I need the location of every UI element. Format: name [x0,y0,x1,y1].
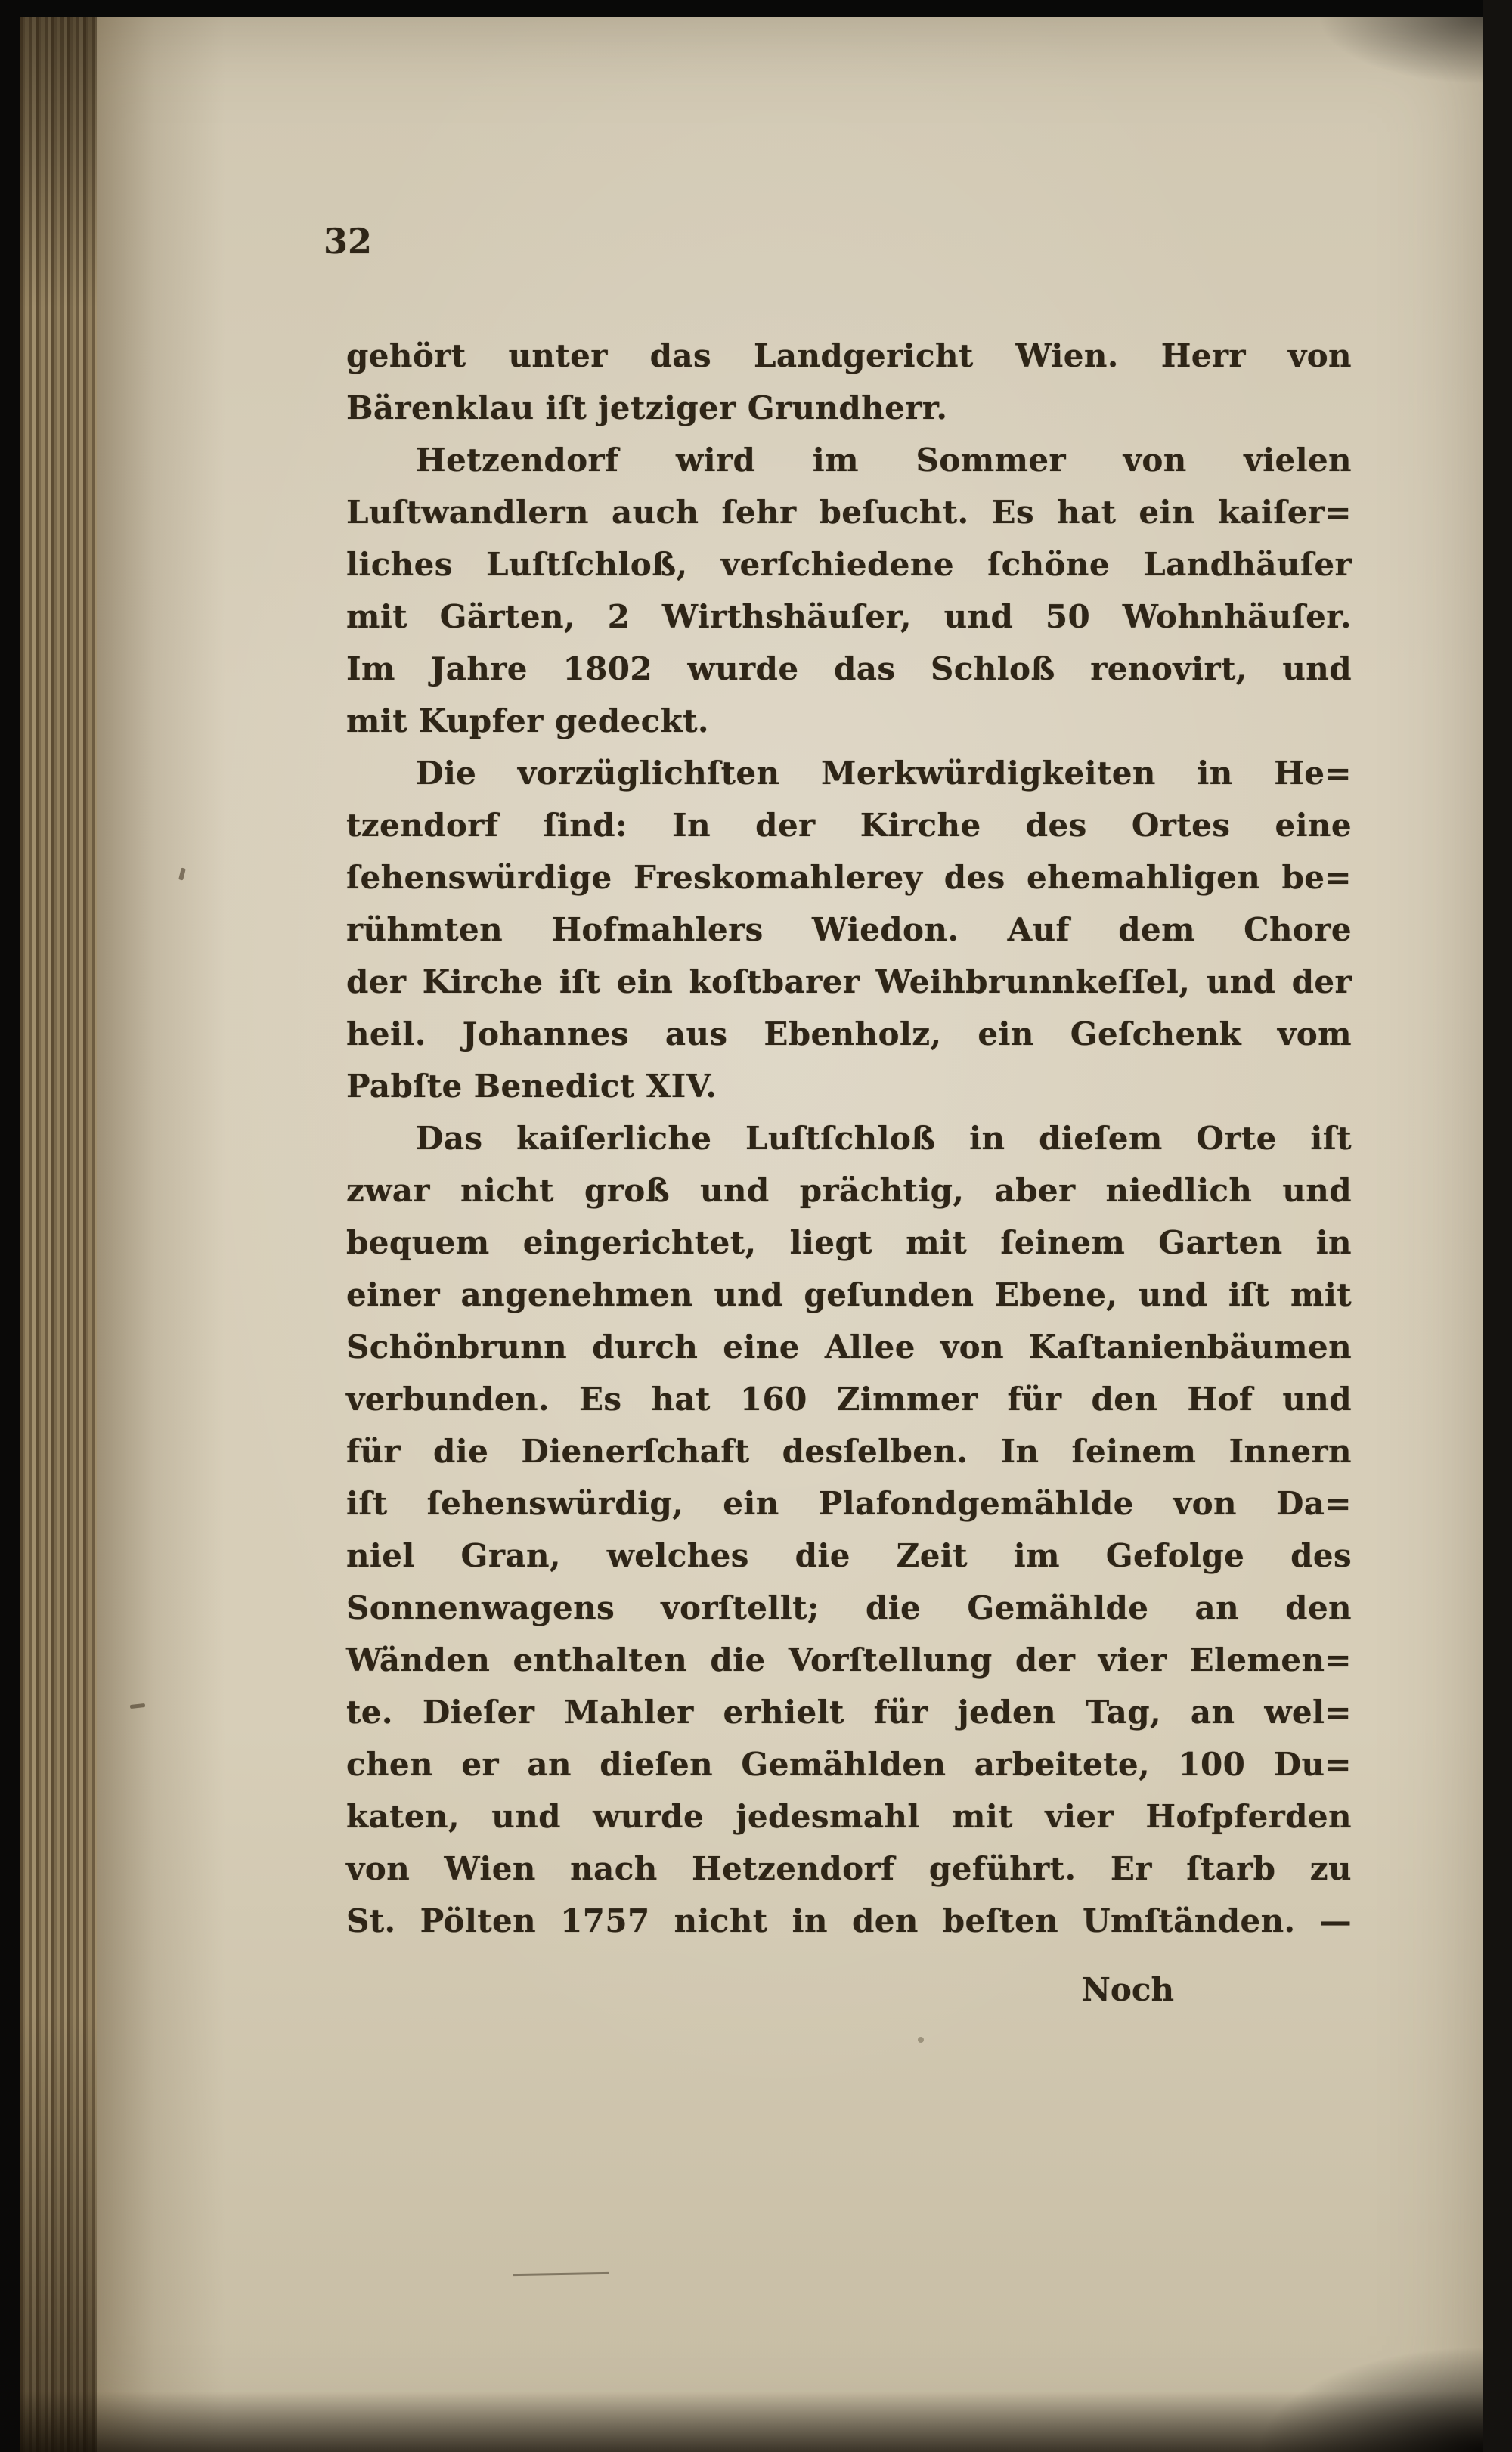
text-line: mit Gärten, 2 Wirthshäuſer, und 50 Wohnhäuſer. [346,598,1352,635]
text-line: Im Jahre 1802 wurde das Schloß renovirt, und [346,650,1352,687]
pencil-mark [513,2272,609,2276]
scanner-edge-top [0,0,1512,17]
text-line: St. Pölten 1757 nicht in den beſten Umſtänden. — [346,1902,1352,1939]
text-line: der Kirche iſt ein koſtbarer Weihbrunnkeſſel, und der [346,963,1352,1000]
text-line: gehört unter das Landgericht Wien. Herr von [346,337,1352,374]
text-line: Pabſte Benedict XIV. [346,1068,717,1105]
text-line: katen, und wurde jedesmahl mit vier Hofpferden [346,1798,1352,1835]
text-line: für die Dienerſchaft desſelben. In ſeinem Innern [346,1433,1352,1470]
text-line: Bärenklau iſt jetziger Grundherr. [346,389,948,426]
text-line: mit Kupfer gedeckt. [346,702,709,739]
text-line: chen er an dieſen Gemählden arbeitete, 100 Du= [346,1746,1352,1783]
text-line: Wänden enthalten die Vorſtellung der vier Elemen= [346,1641,1352,1679]
page-number: 32 [324,221,373,262]
scanner-edge-right [1483,0,1512,2452]
text-line: liches Luſtſchloß, verſchiedene ſchöne Landhäuſer [346,546,1352,583]
book-page [20,17,1483,2452]
text-line: von Wien nach Hetzendorf geführt. Er ſtarb zu [346,1850,1352,1887]
corner-shadow-top-right [1317,17,1483,85]
text-line: Schönbrunn durch eine Allee von Kaſtanienbäumen [346,1328,1352,1365]
text-line: einer angenehmen und geſunden Ebene, und iſt mit [346,1276,1352,1313]
text-line: niel Gran, welches die Zeit im Gefolge des [346,1537,1352,1574]
scanner-edge-left [0,0,20,2452]
text-line: verbunden. Es hat 160 Zimmer für den Hof und [346,1381,1352,1418]
text-line: heil. Johannes aus Ebenholz, ein Geſchenk vom [346,1015,1352,1052]
text-block [346,330,1352,1947]
stray-mark [918,2037,924,2043]
binding-page-edges [20,17,97,2452]
text-line: Sonnenwagens vorſtellt; die Gemählde an den [346,1589,1352,1626]
text-line: zwar nicht groß und prächtig, aber niedlich und [346,1172,1352,1209]
text-line: rühmten Hofmahlers Wiedon. Auf dem Chore [346,911,1352,948]
text-line: tzendorf ſind: In der Kirche des Ortes eine [346,807,1352,844]
binding-shadow [97,17,225,2452]
text-line: ſehenswürdige Freskomahlerey des ehemahligen be= [346,859,1352,896]
text-line: iſt ſehenswürdig, ein Plafondgemählde von Da= [346,1485,1352,1522]
text-line: Luſtwandlern auch ſehr beſucht. Es hat ein kaiſer= [346,494,1352,531]
text-line: te. Dieſer Mahler erhielt für jeden Tag, an wel= [346,1694,1352,1731]
text-line: Die vorzüglichſten Merkwürdigkeiten in He= [416,755,1352,792]
text-line: Hetzendorf wird im Sommer von vielen [416,442,1352,479]
catchword: Noch [1081,1971,1174,2008]
text-line: bequem eingerichtet, liegt mit ſeinem Garten in [346,1224,1352,1261]
text-line: Das kaiſerliche Luſtſchloß in dieſem Orte iſt [416,1120,1352,1157]
corner-shadow-bottom-right [1256,2346,1483,2452]
